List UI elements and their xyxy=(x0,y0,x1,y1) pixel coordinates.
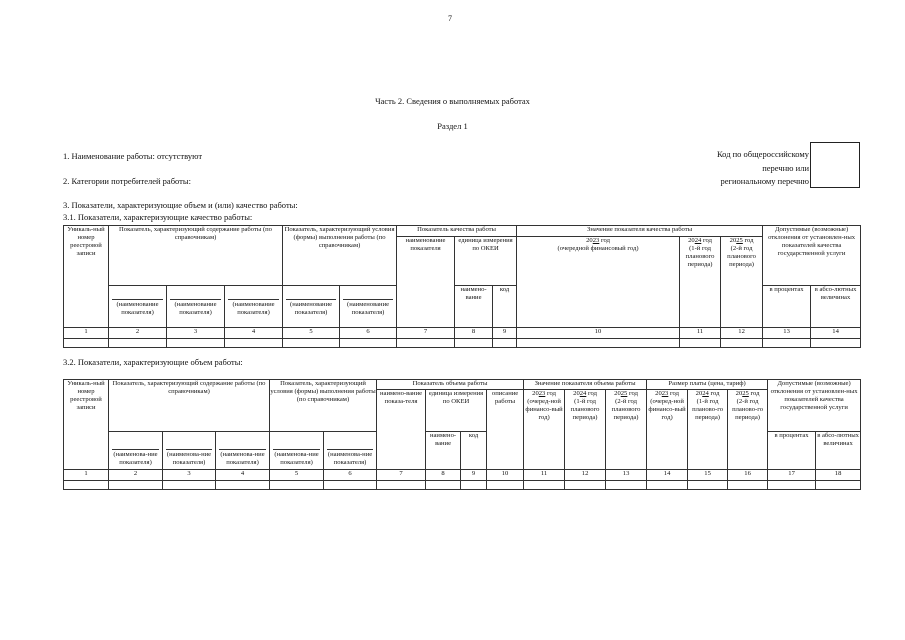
col-quality-indicator: Показатель качества работы xyxy=(397,226,517,237)
classifier-code-box xyxy=(810,142,860,188)
col-unique-number: Уникаль-ный номер реестровой записи xyxy=(64,226,109,328)
col-conditions-indicator: Показатель, характеризующий условия (формы) выполнения работы (по справочникам) xyxy=(270,380,377,432)
quality-table-title: 3.1. Показатели, характеризующие качество работы: xyxy=(63,212,253,222)
col-content-name-1: (наименова-ние показателя) xyxy=(109,432,163,470)
page-number: 7 xyxy=(448,14,452,23)
volume-table-title: 3.2. Показатели, характеризующие объем работы: xyxy=(63,357,243,367)
col-fee-year-3: 2025 год (2-й год планово-го периода) xyxy=(728,390,768,470)
col-fee-year-1: 2023 год (очеред-ной финансо-вый год) xyxy=(647,390,688,470)
col-volume-year-1: 2023 год (очеред-ной финансо-вый год) xyxy=(524,390,565,470)
quality-indicators-table xyxy=(63,225,861,348)
col-deviation-percent: в процентах xyxy=(768,432,816,470)
col-deviation-percent: в процентах xyxy=(763,286,811,328)
col-volume-year-2: 2024 год (1-й год планового периода) xyxy=(565,390,606,470)
col-condition-name-1: (наименова-ние показателя) xyxy=(270,432,324,470)
col-unit-okei: единица измерения по ОКЕИ xyxy=(455,237,517,286)
col-allowed-deviation: Допустимые (возможные) отклонения от установлен-ных показателей качества государственной услуги xyxy=(768,380,861,432)
column-numbers-row: 1 2 3 4 5 6 7 8 9 10 11 12 13 14 xyxy=(64,328,861,339)
col-indicator-name: наименование показателя xyxy=(397,237,455,328)
volume-indicators-table xyxy=(63,379,861,490)
col-content-indicator: Показатель, характеризующий содержание работы (по справочникам) xyxy=(109,226,283,286)
col-deviation-absolute: в абсо-лютных величинах xyxy=(811,286,861,328)
col-content-name-1: (наименование показателя) xyxy=(109,286,167,328)
col-content-name-3: (наименование показателя) xyxy=(225,286,283,328)
col-unit-name: наимено-вание xyxy=(455,286,493,328)
col-content-name-3: (наименова-ние показателя) xyxy=(216,432,270,470)
col-unit-code: код xyxy=(493,286,517,328)
col-fee: Размер платы (цена, тариф) xyxy=(647,380,768,390)
col-year-1: 2023 год (очередной финансовый год) xyxy=(517,237,680,328)
classifier-code-label: Код по общероссийскому перечню или региональному перечню xyxy=(716,149,809,186)
col-condition-name-2: (наименование показателя) xyxy=(340,286,397,328)
part-title: Часть 2. Сведения о выполняемых работах xyxy=(375,96,530,106)
consumer-categories-field: 2. Категории потребителей работы: xyxy=(63,176,191,186)
col-unit-name: наимено-вание xyxy=(426,432,461,470)
col-condition-name-2: (наименова-ние показателя) xyxy=(324,432,377,470)
col-condition-name-1: (наименование показателя) xyxy=(283,286,340,328)
col-indicator-name: наимено-вание показа-теля xyxy=(377,390,426,470)
table-row xyxy=(64,481,861,490)
col-content-name-2: (наименование показателя) xyxy=(167,286,225,328)
col-deviation-absolute: в абсо-лютных величинах xyxy=(816,432,861,470)
work-name-field: 1. Наименование работы: отсутствуют xyxy=(63,151,203,161)
col-quality-value: Значение показателя качества работы xyxy=(517,226,763,237)
col-unit-okei: единица измерения по ОКЕИ xyxy=(426,390,487,432)
indicators-title: 3. Показатели, характеризующие объем и (или) качество работы: xyxy=(63,200,298,210)
col-volume-indicator: Показатель объема работы xyxy=(377,380,524,390)
col-content-indicator: Показатель, характеризующий содержание работы (по справочникам) xyxy=(109,380,270,432)
col-content-name-2: (наименова-ние показателя) xyxy=(163,432,216,470)
col-fee-year-2: 2024 год (1-й год планово-го периода) xyxy=(688,390,728,470)
section-title: Раздел 1 xyxy=(437,121,468,131)
col-year-3: 2025 год (2-й год планового периода) xyxy=(721,237,763,328)
col-work-description: описание работы xyxy=(487,390,524,470)
col-year-2: 2024 год (1-й год планового периода) xyxy=(680,237,721,328)
col-unit-code: код xyxy=(461,432,487,470)
col-unique-number: Уникаль-ный номер реестровой записи xyxy=(64,380,109,470)
col-conditions-indicator: Показатель, характеризующий условия (формы) выполнения работы (по справочникам) xyxy=(283,226,397,286)
col-allowed-deviation: Допустимые (возможные) отклонения от установлен-ных показателей качества государственной услуги xyxy=(763,226,861,286)
column-numbers-row: 1 2 3 4 5 6 7 8 9 10 11 12 13 14 15 16 17 18 xyxy=(64,470,861,481)
table-row xyxy=(64,339,861,348)
col-volume-value: Значение показателя объема работы xyxy=(524,380,647,390)
col-volume-year-3: 2025 год (2-й год планового периода) xyxy=(606,390,647,470)
